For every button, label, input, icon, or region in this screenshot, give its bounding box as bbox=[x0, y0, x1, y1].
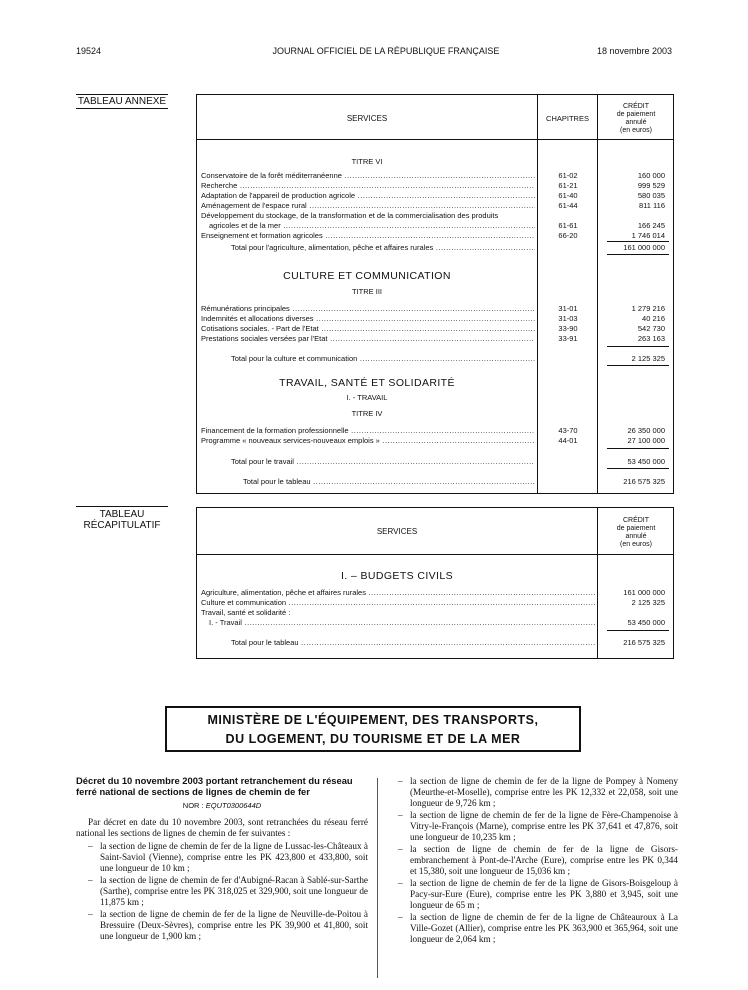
titre-vi-heading: TITRE VI bbox=[351, 157, 383, 166]
table-row: Prestations sociales versées par l'Etat ..... 33-91 263 163 bbox=[201, 334, 671, 344]
col-header-services: SERVICES bbox=[346, 114, 388, 123]
col-header-chapitres: CHAPITRES bbox=[546, 114, 589, 123]
table-row: Cotisations sociales. - Part de l'Etat ..... 33-90 542 730 bbox=[201, 324, 671, 334]
decree-title: Décret du 10 novembre 2003 portant retranchement du réseau ferré national de sections de lignes de chemin de fer bbox=[76, 775, 353, 797]
page-number: 19524 bbox=[76, 46, 102, 56]
list-item: – la section de ligne de chemin de fer de la ligne de Neuville-de-Poitou à Bressuire (Deux-Sèvres), comprise entre les PK 39,900 et 41,800, soit une longueur de 1,900 km ; bbox=[76, 909, 368, 942]
table-row: Programme « nouveaux services-nouveaux emplois » ..... 44-01 27 100 000 bbox=[201, 436, 671, 446]
table-row: Rémunérations principales ..... 31-01 1 279 216 bbox=[201, 304, 671, 314]
grand-total-row: Total pour le tableau ..... 216 575 325 bbox=[201, 477, 671, 487]
table-row: agricoles et de la mer ..... 61-61 166 245 bbox=[201, 221, 671, 231]
titre-iii-heading: TITRE III bbox=[352, 287, 382, 296]
budgets-civils-title: I. – BUDGETS CIVILS bbox=[340, 570, 454, 582]
nor-reference: NOR : EQUT0300644D bbox=[182, 801, 262, 810]
table-row: Financement de la formation professionnelle ..... 43-70 26 350 000 bbox=[201, 426, 671, 436]
list-item: – la section de ligne de chemin de fer de la ligne de Lussac-les-Châteaux à Saint-Saviol (Vienne), comprise entre les PK 423,800 et 433,800, soit une longueur de 10 km ; bbox=[76, 841, 368, 874]
table-row: Adaptation de l'appareil de production agricole ..... 61-40 580 035 bbox=[201, 191, 671, 201]
table-row: Recherche ..... 61-21 999 529 bbox=[201, 181, 671, 191]
recap-label-line2: RÉCAPITULATIF bbox=[83, 520, 161, 531]
ministry-line2: DU LOGEMENT, DU TOURISME ET DE LA MER bbox=[225, 732, 521, 746]
tableau-recapitulatif bbox=[196, 507, 674, 659]
travail-section-title: TRAVAIL, SANTÉ ET SOLIDARITÉ bbox=[279, 377, 455, 389]
tableau-annexe bbox=[196, 94, 674, 494]
decree-right-column bbox=[386, 776, 678, 946]
recap-total-row: Total pour le tableau ..... 216 575 325 bbox=[201, 638, 671, 648]
culture-section-title: CULTURE ET COMMUNICATION bbox=[283, 270, 451, 282]
travail-subheading: I. - TRAVAIL bbox=[346, 393, 388, 402]
list-item: – la section de ligne de chemin de fer d'Aubigné-Racan à Sablé-sur-Sarthe (Sarthe), comprise entre les PK 318,025 et 329,900, soit une longueur de 11,875 km ; bbox=[76, 875, 368, 908]
list-item: – la section de ligne de chemin de fer de la ligne de Pompey à Nomeny (Meurthe-et-Moselle), comprise entre les PK 12,332 et 22,058, soit une longueur de 9,726 km ; bbox=[386, 776, 678, 809]
culture-total-row: Total pour la culture et communication ..... 2 125 325 bbox=[201, 354, 671, 364]
table-row: Conservatoire de la forêt méditerranéenne ..... 61-02 160 000 bbox=[201, 171, 671, 181]
table-row: Développement du stockage, de la transformation et de la commercialisation des produits bbox=[201, 211, 499, 220]
list-item: – la section de ligne de chemin de fer de la ligne de Fère-Champenoise à Vitry-le-François (Marne), comprise entre les PK 37,641 et 47,876, soit une longueur de 10,235 km ; bbox=[386, 810, 678, 843]
tableau-recapitulatif-label bbox=[76, 506, 168, 531]
decree-left-column bbox=[76, 776, 368, 943]
table-row: Travail, santé et solidarité : bbox=[201, 608, 291, 617]
table-row: Aménagement de l'espace rural ..... 61-44 811 116 bbox=[201, 201, 671, 211]
titre-iv-heading: TITRE IV bbox=[351, 409, 383, 418]
recap-col-header-credit: CRÉDIT de paiement annulé (en euros) bbox=[616, 517, 656, 548]
table-row: Agriculture, alimentation, pêche et affaires rurales ..... 161 000 000 bbox=[201, 588, 671, 598]
table-row: Enseignement et formation agricoles ..... 66-20 1 746 014 bbox=[201, 231, 671, 241]
col-header-credit: CRÉDIT de paiement annulé (en euros) bbox=[616, 103, 656, 134]
agri-total-row: Total pour l'agriculture, alimentation, pêche et affaires rurales ..... 161 000 000 bbox=[201, 243, 671, 253]
list-item: – la section de ligne de chemin de fer de la ligne de Gisors-Boisgeloup à Pacy-sur-Eure (Eure), comprise entre les PK 3,880 et 3,945, soit une longueur de 65 m ; bbox=[386, 878, 678, 911]
table-row: Indemnités et allocations diverses ..... 31-03 40 216 bbox=[201, 314, 671, 324]
travail-total-row: Total pour le travail ..... 53 450 000 bbox=[201, 457, 671, 467]
list-item: – la section de ligne de chemin de fer de la ligne de Gisors-embranchement à Pont-de-l'Arche (Eure), comprise entre les PK 0,344 et 15,380, soit une longueur de 15,036 km ; bbox=[386, 844, 678, 877]
tableau-annexe-label: TABLEAU ANNEXE bbox=[77, 96, 167, 107]
ministry-banner bbox=[165, 706, 581, 752]
recap-col-header-services: SERVICES bbox=[376, 527, 418, 536]
column-divider bbox=[377, 778, 378, 978]
publication-date: 18 novembre 2003 bbox=[596, 46, 672, 56]
table-row: Culture et communication ..... 2 125 325 bbox=[201, 598, 671, 608]
decree-intro: Par décret en date du 10 novembre 2003, sont retranchées du réseau ferré national les sections de lignes de chemin de fer suivantes : bbox=[76, 817, 368, 838]
recap-label-line1: TABLEAU bbox=[99, 509, 145, 520]
ministry-line1: MINISTÈRE DE L'ÉQUIPEMENT, DES TRANSPORTS, bbox=[207, 713, 539, 727]
journal-title: JOURNAL OFFICIEL DE LA RÉPUBLIQUE FRANÇAISE bbox=[272, 46, 500, 56]
list-item: – la section de ligne de chemin de fer de la ligne de Châteauroux à La Ville-Gozet (Allier), comprise entre les PK 363,900 et 365,964, soit une longueur de 2,064 km ; bbox=[386, 912, 678, 945]
table-row: I. - Travail ..... 53 450 000 bbox=[201, 618, 671, 628]
